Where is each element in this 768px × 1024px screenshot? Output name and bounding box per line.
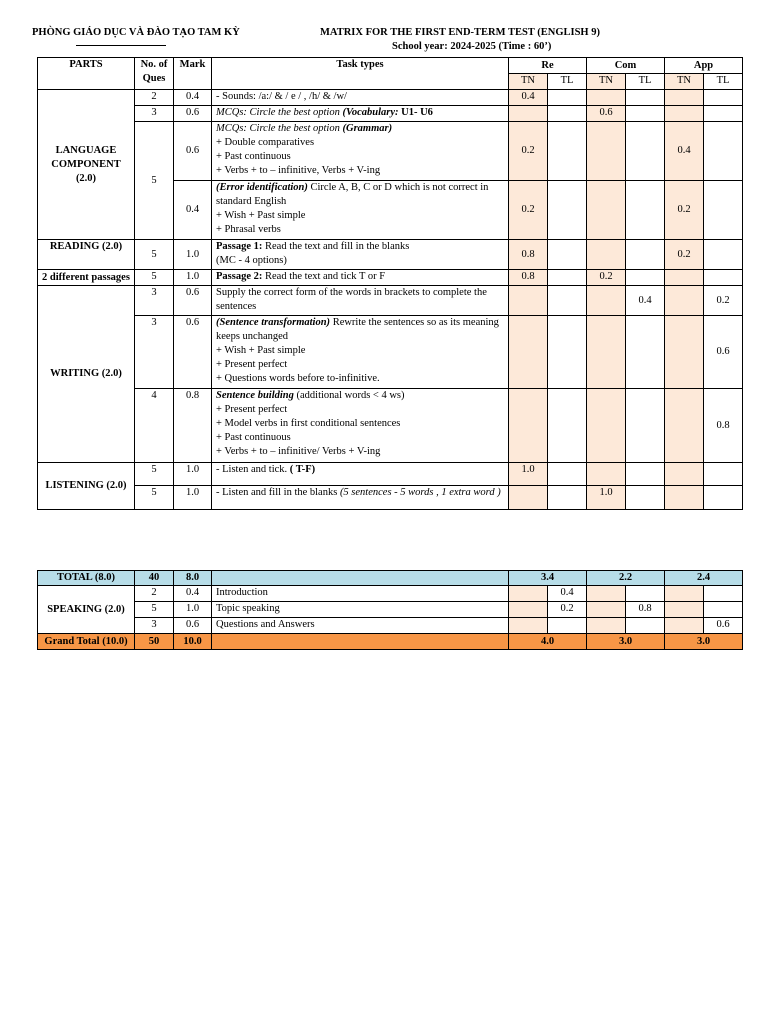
part-language: LANGUAGE COMPONENT (2.0) [38,90,135,240]
grand-total-row [38,634,743,650]
total-app: 2.4 [665,571,743,586]
ques-cell: 3 [135,106,174,122]
grand-total-com: 3.0 [587,634,665,650]
school-year: School year: 2024-2025 (Time : 60’) [392,41,552,52]
summary-table [37,570,743,650]
re-tn-cell: 0.8 [509,240,548,270]
app-tn-cell: 0.2 [665,181,704,240]
table-row [38,486,743,510]
table-row [38,90,743,106]
task-cell: - Listen and tick. ( T-F) [212,463,509,486]
app-tn-cell: 0.2 [665,240,704,270]
header-no-of-ques: No. of Ques [135,58,174,90]
re-tl-cell: 0.4 [548,586,587,602]
mark-cell: 0.4 [174,181,212,240]
com-tl-cell: 0.8 [626,602,665,618]
ques-cell: 5 [135,122,174,240]
header-task-types: Task types [212,58,509,90]
grand-total-app: 3.0 [665,634,743,650]
document-title: MATRIX FOR THE FIRST END-TERM TEST (ENGLISH 9) [320,27,600,38]
grand-total-re: 4.0 [509,634,587,650]
ques-cell: 5 [135,463,174,486]
task-cell: (Error identification) Circle A, B, C or D which is not correct in standard English + Wish + Past simple + Phrasal verbs [212,181,509,240]
re-tn-cell: 1.0 [509,463,548,486]
table-row [38,240,743,270]
task-cell: Supply the correct form of the words in brackets to complete the sentences [212,286,509,316]
task-cell: - Sounds: /a:/ & / e / , /h/ & /w/ [212,90,509,106]
table-row [38,122,743,181]
task-cell: Passage 2: Read the text and tick T or F [212,270,509,286]
part-reading-note: 2 different passages [38,270,135,286]
app-tn-cell: 0.4 [665,122,704,181]
table-row [38,270,743,286]
task-cell: - Listen and fill in the blanks (5 sentences - 5 words , 1 extra word ) [212,486,509,510]
part-reading: READING (2.0) [38,240,135,270]
ques-cell: 4 [135,389,174,463]
table-row [38,463,743,486]
task-cell: Questions and Answers [212,618,509,634]
com-tn-cell: 1.0 [587,486,626,510]
department-name: PHÒNG GIÁO DỤC VÀ ĐÀO TẠO TAM KỲ [32,27,240,38]
part-speaking: SPEAKING (2.0) [38,586,135,634]
header-re-tl: TL [548,74,587,90]
ques-cell: 3 [135,618,174,634]
header-parts: PARTS [38,58,135,90]
header-com-tl: TL [626,74,665,90]
mark-cell: 0.6 [174,286,212,316]
table-row [38,286,743,316]
mark-cell: 1.0 [174,463,212,486]
grand-total-label: Grand Total (10.0) [38,634,135,650]
mark-cell: 0.6 [174,316,212,389]
task-cell: MCQs: Circle the best option (Grammar) + Double comparatives + Past continuous + Verbs + to – infinitive, Verbs + V-ing [212,122,509,181]
header-app-tl: TL [704,74,743,90]
ques-cell: 5 [135,486,174,510]
ques-cell: 5 [135,602,174,618]
mark-cell: 0.6 [174,618,212,634]
part-listening: LISTENING (2.0) [38,463,135,510]
ques-cell: 2 [135,586,174,602]
task-cell: Passage 1: Read the text and fill in the blanks (MC - 4 options) [212,240,509,270]
header-re-tn: TN [509,74,548,90]
re-tn-cell: 0.8 [509,270,548,286]
task-cell: Sentence building (additional words < 4 ws) + Present perfect + Model verbs in first conditional sentences + Past continuous + Verbs + to – infinitive/ Verbs + V-ing [212,389,509,463]
total-label: TOTAL (8.0) [38,571,135,586]
header-app: App [665,58,743,74]
table-row [38,316,743,389]
ques-cell: 5 [135,270,174,286]
table-row [38,586,743,602]
grand-total-mark: 10.0 [174,634,212,650]
table-row [38,618,743,634]
mark-cell: 0.4 [174,90,212,106]
re-tl-cell: 0.2 [548,602,587,618]
department-underline [76,45,166,46]
mark-cell: 1.0 [174,602,212,618]
header-app-tn: TN [665,74,704,90]
ques-cell: 2 [135,90,174,106]
task-cell: Introduction [212,586,509,602]
total-re: 3.4 [509,571,587,586]
ques-cell: 3 [135,316,174,389]
header-re: Re [509,58,587,74]
mark-cell: 0.4 [174,586,212,602]
task-cell: (Sentence transformation) Rewrite the sentences so as its meaning keeps unchanged + Wish + Past simple + Present perfect + Questions words before to-infinitive. [212,316,509,389]
task-cell: MCQs: Circle the best option (Vocabulary: U1- U6 [212,106,509,122]
table-row [38,602,743,618]
com-tn-cell: 0.6 [587,106,626,122]
re-tn-cell: 0.2 [509,122,548,181]
part-writing: WRITING (2.0) [38,286,135,463]
mark-cell: 0.6 [174,106,212,122]
total-ques: 40 [135,571,174,586]
com-tl-cell: 0.4 [626,286,665,316]
mark-cell: 0.8 [174,389,212,463]
re-tn-cell: 0.2 [509,181,548,240]
mark-cell: 1.0 [174,486,212,510]
ques-cell: 5 [135,240,174,270]
mark-cell: 1.0 [174,240,212,270]
app-tl-cell: 0.2 [704,286,743,316]
mark-cell: 0.6 [174,122,212,181]
mark-cell: 1.0 [174,270,212,286]
table-row [38,389,743,463]
total-mark: 8.0 [174,571,212,586]
total-com: 2.2 [587,571,665,586]
app-tl-cell: 0.6 [704,316,743,389]
com-tn-cell: 0.2 [587,270,626,286]
header-com: Com [587,58,665,74]
matrix-table [37,57,743,510]
grand-total-ques: 50 [135,634,174,650]
task-cell: Topic speaking [212,602,509,618]
app-tl-cell: 0.8 [704,389,743,463]
table-row [38,106,743,122]
header-com-tn: TN [587,74,626,90]
re-tn-cell: 0.4 [509,90,548,106]
total-row [38,571,743,586]
header-mark: Mark [174,58,212,90]
app-tl-cell: 0.6 [704,618,743,634]
ques-cell: 3 [135,286,174,316]
